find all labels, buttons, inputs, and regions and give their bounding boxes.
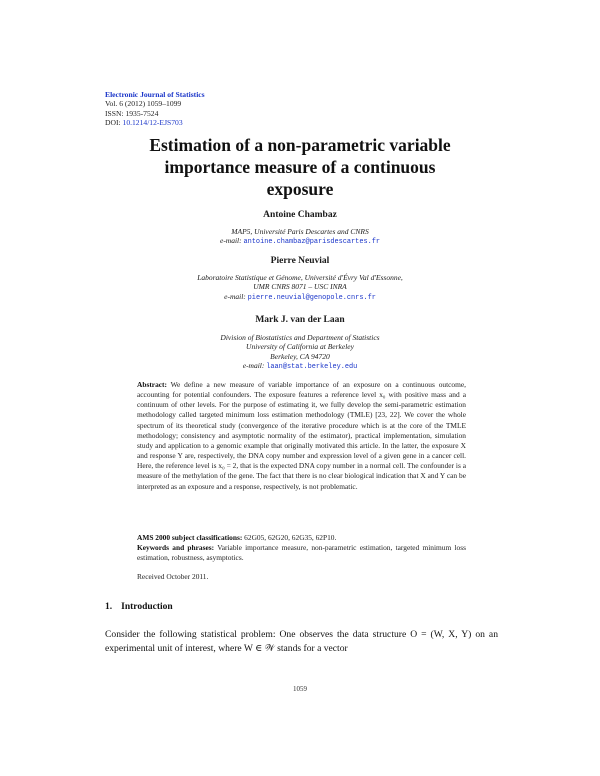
author-email[interactable]: laan@stat.berkeley.edu: [266, 362, 358, 371]
affiliation-line: UMR CNRS 8071 – USC INRA: [253, 282, 347, 292]
section-title: Introduction: [121, 602, 173, 612]
author-email-line: [60, 361, 540, 372]
email-label: e-mail:: [224, 291, 246, 301]
author-email-line: [60, 236, 540, 247]
journal-name[interactable]: Electronic Journal of Statistics: [105, 90, 205, 99]
author-affiliation: [60, 227, 540, 248]
section-heading: [105, 602, 173, 612]
abstract-label: Abstract:: [137, 380, 167, 389]
ams-text: 62G05, 62G20, 62G35, 62P10.: [244, 533, 337, 542]
section-number: 1.: [105, 602, 113, 612]
doi-link[interactable]: 10.1214/12-EJS703: [122, 118, 183, 128]
title-line-2: importance measure of a continuous: [164, 157, 436, 177]
affiliation-line: MAP5, Université Paris Descartes and CNRS: [231, 227, 369, 236]
page-number: 1059: [293, 685, 307, 693]
affiliation-line: Laboratoire Statistique et Génome, Université d'Évry Val d'Essonne,: [197, 273, 403, 282]
author-email-line: [60, 292, 540, 303]
journal-doi: [105, 118, 205, 127]
affiliation-line: Berkeley, CA 94720: [270, 351, 330, 361]
journal-issn: ISSN: 1935-7524: [105, 108, 159, 118]
email-label: e-mail:: [219, 236, 242, 246]
intro-paragraph: Consider the following statistical problem: One observes the data structure O = (W, X, Y) on an experimental unit of interest, where W ∈ 𝒲 stands for a vector: [105, 629, 498, 654]
ams-classification: [137, 533, 466, 543]
keywords-text: Variable importance measure, non-parametric estimation, targeted minimum loss estimation, robustness, asymptotics.: [137, 543, 466, 563]
doi-label: DOI:: [105, 118, 123, 128]
author-name: Pierre Neuvial: [270, 256, 330, 266]
abstract: [137, 380, 466, 492]
author-affiliation: [60, 333, 540, 372]
paper-title: [60, 134, 540, 200]
affiliation-line: University of California at Berkeley: [246, 342, 354, 352]
journal-header: [105, 90, 205, 128]
author-email[interactable]: antoine.chambaz@parisdescartes.fr: [243, 238, 380, 247]
author-name: Antoine Chambaz: [263, 210, 337, 220]
title-line-1: Estimation of a non-parametric variable: [149, 135, 451, 155]
received-date: Received October 2011.: [137, 572, 209, 581]
abstract-text: We define a new measure of variable importance of an exposure on a continuous outcome, accounting for potential confounders. The exposure features a reference level x₀ with positive mass and a continuum of other levels. For the purpose of estimating it, we fully develop the semi-parametric estimation methodology called targeted minimum loss estimation methodology (TMLE) [23, 22]. We cover the whole spectrum of its theoretical study (convergence of the iterative procedure which is at the core of the TMLE methodology; consistency and asymptotic normality of the estimator), practical implementation, simulation study and application to a genomic example that originally motivated this article. In the latter, the exposure X and response Y are, respectively, the DNA copy number and expression level of a given gene in a cancer cell. Here, the reference level is x₀ = 2, that is the expected DNA copy number in a normal cell. The confounder is a measure of the methylation of the gene. The fact that there is no clear biological indication that X and Y can be interpreted as an exposure and a response, respectively, is not problematic.: [137, 380, 467, 491]
author-name: Mark J. van der Laan: [255, 315, 345, 325]
author-email[interactable]: pierre.neuvial@genopole.cnrs.fr: [247, 293, 376, 302]
keywords-label: Keywords and phrases:: [137, 543, 215, 552]
keywords: [137, 543, 466, 563]
title-line-3: exposure: [266, 179, 334, 199]
journal-volume: Vol. 6 (2012) 1059–1099: [105, 99, 182, 109]
email-label: e-mail:: [242, 360, 265, 370]
author-affiliation: [60, 273, 540, 303]
ams-label: AMS 2000 subject classifications:: [137, 533, 243, 542]
affiliation-line: Division of Biostatistics and Department of Statistics: [220, 333, 380, 342]
